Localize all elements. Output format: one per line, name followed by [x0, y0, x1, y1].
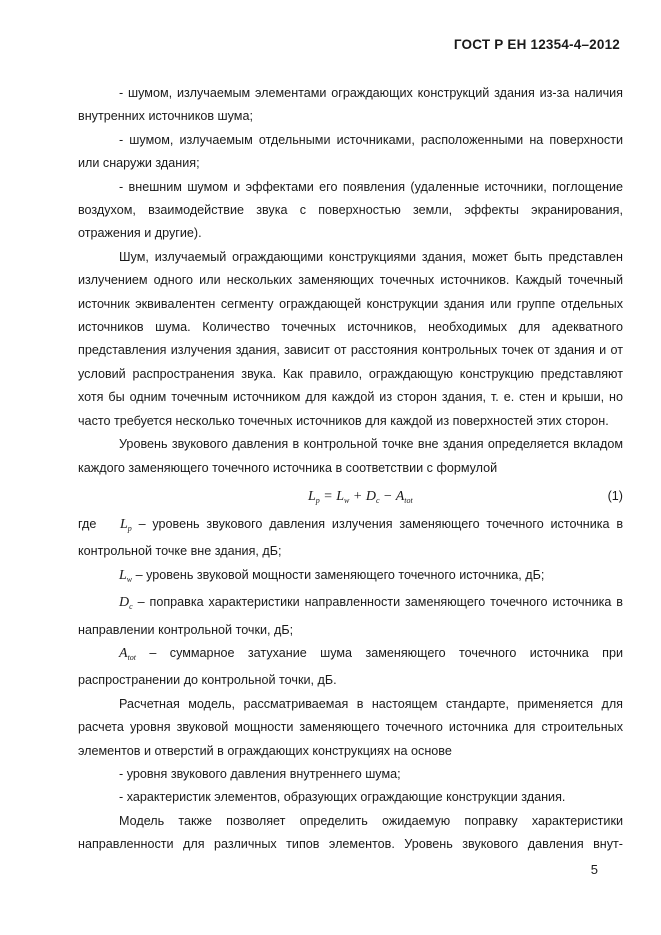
where-item: $D_c$ – поправка характеристики направленности заменяющего точечного источника в направлении контрольной точки, дБ;: [78, 595, 623, 637]
where-item: $L_w$ – уровень звуковой мощности заменяющего точечного источника, дБ;: [119, 567, 545, 584]
formula-expression: $L_p = L_w + D_c - A_{tot}$: [308, 488, 413, 505]
paragraph: Расчетная модель, рассматриваемая в настоящем стандарте, применяется для расчета уровня звуковой мощности заменяющего точечного источника для строительных элементов и отверстий в ограждающих конструкциях на основе: [78, 696, 623, 758]
where-item: $A_{tot}$ – суммарное затухание шума заменяющего точечного источника при распространении до контрольной точки, дБ.: [78, 645, 624, 688]
bullet-item: - внешним шумом и эффектами его появления (удаленные источники, поглощение воздухом, взаимодействие звука с поверхностью земли, эффекты экранирования, отражения и другие).: [78, 179, 623, 241]
paragraph: Шум, излучаемый ограждающими конструкциями здания, может быть представлен излучением одного или нескольких заменяющих точечных источников. Каждый точечный источник эквивалентен сегменту ограждающей конструкции здания или группе отдельных источников шума. Количество точечных источников, необходимых для адекватного представления излучения здания, зависит от расстояния контрольных точек от здания и от условий распространения звука. Как правило, ограждающую конструкцию представляют хотя бы одним точечным источником для каждой из сторон здания, т. е. стен и крыши, но часто требуется несколько точечных источников для каждой из поверхностей этих сторон.: [78, 249, 623, 428]
page-number: 5: [590, 862, 598, 877]
bullet-item: - характеристик элементов, образующих ограждающие конструкции здания.: [119, 790, 566, 805]
document-header: ГОСТ Р ЕН 12354-4–2012: [453, 37, 620, 52]
symbol: $L_p$: [120, 516, 132, 533]
paragraph: Уровень звукового давления в контрольной точке вне здания определяется вкладом каждого заменяющего точечного источника в соответствии с формулой: [78, 437, 623, 475]
symbol: $L_w$: [119, 567, 133, 584]
document-body: [78, 82, 623, 857]
bullet-item: - уровня звукового давления внутреннего шума;: [119, 766, 401, 781]
bullet-item: - шумом, излучаемым отдельными источниками, расположенными на поверхности или снаружи здания;: [78, 132, 623, 171]
where-item: где $L_p$ – уровень звукового давления излучения заменяющего точечного источника в контрольной точке вне здания, дБ;: [78, 513, 623, 564]
symbol: $D_c$: [119, 595, 133, 612]
formula-1: [78, 481, 623, 511]
paragraph: Модель также позволяет определить ожидаемую поправку характеристики направленности для различных типов элементов. Уровень звукового давления внут-: [78, 813, 623, 852]
symbol: $A_{tot}$: [119, 645, 137, 662]
where-word: где: [78, 516, 97, 531]
bullet-item: - шумом, излучаемым элементами ограждающих конструкций здания из-за наличия внутренних источников шума;: [78, 86, 623, 124]
formula-number: (1): [607, 488, 623, 503]
